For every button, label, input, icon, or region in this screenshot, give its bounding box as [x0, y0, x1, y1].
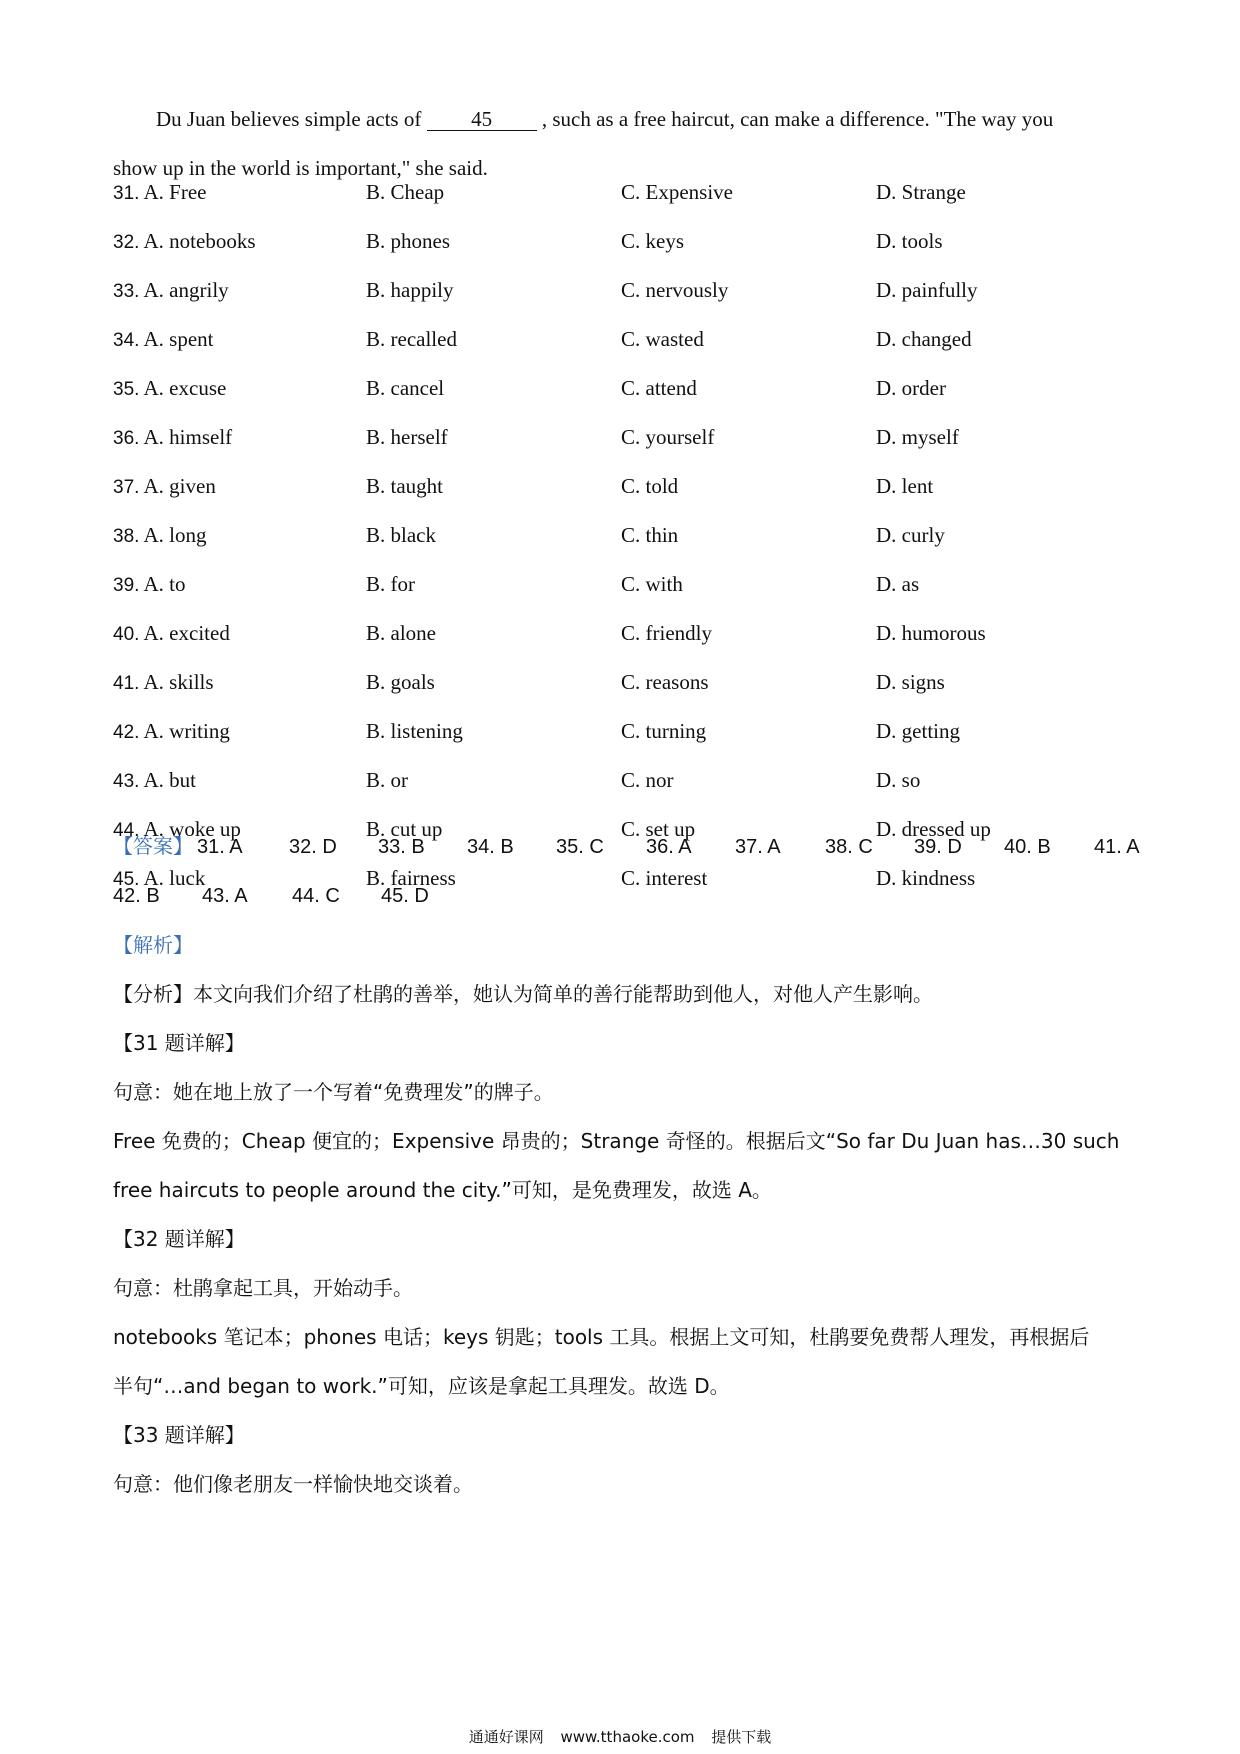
option-row — [113, 707, 1143, 756]
option-d: D. as — [876, 572, 920, 596]
q31-explanation-line-2: free haircuts to people around the city.”可知，是免费理发，故选 A。 — [113, 1178, 772, 1202]
option-text: A. luck — [143, 866, 206, 890]
question-number: 36. — [113, 428, 140, 449]
option-d: D. humorous — [876, 621, 986, 645]
option-d: D. myself — [876, 425, 959, 449]
footer-site-name: 通通好课网 — [468, 1728, 544, 1746]
question-number: 37. — [113, 477, 140, 498]
option-text: A. long — [143, 523, 207, 547]
option-b: B. or — [366, 768, 408, 792]
answer-item: 39. D — [914, 836, 962, 858]
option-row — [113, 511, 1143, 560]
answer-row-1 — [113, 823, 1143, 872]
option-b: B. cancel — [366, 376, 445, 400]
option-b: B. goals — [366, 670, 435, 694]
option-row — [113, 462, 1143, 511]
option-b: B. happily — [366, 278, 454, 302]
passage-line-1 — [156, 95, 1053, 144]
option-c: C. attend — [621, 376, 697, 400]
option-a — [113, 511, 207, 561]
option-a — [113, 168, 207, 218]
option-b: B. alone — [366, 621, 436, 645]
option-a — [113, 756, 196, 806]
option-b: B. black — [366, 523, 436, 547]
q31-title: 【31 题详解】 — [113, 1031, 245, 1055]
analysis-label: 【解析】 — [113, 933, 193, 957]
option-text: A. writing — [143, 719, 230, 743]
option-d: D. painfully — [876, 278, 978, 302]
option-row — [113, 756, 1143, 805]
option-c: C. wasted — [621, 327, 704, 351]
answer-item: 35. C — [556, 836, 604, 858]
passage-text-after-blank: , such as a free haircut, can make a difference. "The way you — [541, 107, 1054, 131]
option-d: D. kindness — [876, 866, 976, 890]
option-c: C. nor — [621, 768, 674, 792]
answer-item: 40. B — [1004, 836, 1051, 858]
option-a — [113, 560, 186, 610]
option-row — [113, 560, 1143, 609]
option-text: A. but — [143, 768, 197, 792]
question-number: 31. — [113, 183, 140, 204]
option-d: D. getting — [876, 719, 960, 743]
question-number: 43. — [113, 771, 140, 792]
option-text: A. spent — [143, 327, 214, 351]
option-row — [113, 168, 1143, 217]
question-number: 41. — [113, 673, 140, 694]
passage-text-before-blank: Du Juan believes simple acts of — [156, 107, 422, 131]
question-number: 42. — [113, 722, 140, 743]
option-text: A. skills — [143, 670, 214, 694]
answer-item: 43. A — [202, 885, 248, 907]
option-c: C. told — [621, 474, 679, 498]
answer-item: 44. C — [292, 885, 340, 907]
answer-item: 34. B — [467, 836, 514, 858]
option-c: C. thin — [621, 523, 679, 547]
option-text: A. himself — [143, 425, 233, 449]
answer-item: 32. D — [289, 836, 337, 858]
q31-explanation-line-1: Free 免费的；Cheap 便宜的；Expensive 昂贵的；Strange 奇怪的。根据后文“So far Du Juan has…30 such — [113, 1129, 1120, 1153]
question-number: 33. — [113, 281, 140, 302]
question-number: 44. — [113, 820, 140, 841]
footer-note: 提供下载 — [711, 1728, 772, 1746]
option-text: A. excuse — [143, 376, 227, 400]
question-number: 45. — [113, 869, 140, 890]
option-a — [113, 609, 230, 659]
answer-item: 45. D — [381, 885, 429, 907]
option-d: D. curly — [876, 523, 945, 547]
option-c: C. Expensive — [621, 180, 733, 204]
option-d: D. order — [876, 376, 946, 400]
answer-row-2 — [113, 872, 713, 921]
option-row — [113, 364, 1143, 413]
option-row — [113, 413, 1143, 462]
option-d: D. changed — [876, 327, 972, 351]
answer-item: 31. A — [197, 836, 243, 858]
option-d: D. dressed up — [876, 817, 991, 841]
option-b: B. cut up — [366, 817, 443, 841]
option-text: A. Free — [143, 180, 207, 204]
answer-item: 38. C — [825, 836, 873, 858]
answer-item: 36. A — [646, 836, 692, 858]
option-text: A. notebooks — [143, 229, 256, 253]
option-d: D. lent — [876, 474, 934, 498]
analysis-summary: 【分析】本文向我们介绍了杜鹃的善举，她认为简单的善行能帮助到他人，对他人产生影响。 — [113, 982, 933, 1006]
option-a — [113, 462, 216, 512]
question-number: 40. — [113, 624, 140, 645]
option-text: A. excited — [143, 621, 230, 645]
question-number: 39. — [113, 575, 140, 596]
option-b: B. listening — [366, 719, 463, 743]
question-number: 34. — [113, 330, 140, 351]
q32-title: 【32 题详解】 — [113, 1227, 245, 1251]
option-a — [113, 413, 232, 463]
q31-meaning: 句意：她在地上放了一个写着“免费理发”的牌子。 — [113, 1080, 554, 1104]
option-c: C. with — [621, 572, 683, 596]
option-a — [113, 658, 214, 708]
footer-url[interactable]: www.tthaoke.com — [560, 1728, 695, 1746]
question-number: 35. — [113, 379, 140, 400]
option-row — [113, 217, 1143, 266]
q32-explanation-line-2: 半句“…and began to work.”可知，应该是拿起工具理发。故选 D。 — [113, 1374, 730, 1398]
option-row — [113, 315, 1143, 364]
option-a — [113, 364, 226, 414]
option-c: C. friendly — [621, 621, 712, 645]
option-c: C. reasons — [621, 670, 709, 694]
option-text: A. woke up — [143, 817, 241, 841]
option-a — [113, 217, 256, 267]
q33-meaning: 句意：他们像老朋友一样愉快地交谈着。 — [113, 1472, 473, 1496]
option-b: B. Cheap — [366, 180, 445, 204]
option-b: B. taught — [366, 474, 443, 498]
option-c: C. interest — [621, 866, 708, 890]
option-c: C. keys — [621, 229, 684, 253]
page-footer — [0, 1726, 1240, 1747]
question-number: 38. — [113, 526, 140, 547]
option-row — [113, 609, 1143, 658]
option-row — [113, 658, 1143, 707]
option-c: C. yourself — [621, 425, 715, 449]
option-d: D. signs — [876, 670, 945, 694]
answer-label: 【答案】 — [113, 836, 193, 858]
option-text: A. given — [143, 474, 216, 498]
option-row — [113, 266, 1143, 315]
answer-blank: 45 — [427, 108, 537, 131]
option-d: D. Strange — [876, 180, 966, 204]
option-d: D. tools — [876, 229, 943, 253]
q32-explanation-line-1: notebooks 笔记本；phones 电话；keys 钥匙；tools 工具。根据上文可知，杜鹃要免费帮人理发，再根据后 — [113, 1325, 1090, 1349]
answer-item: 42. B — [113, 885, 160, 907]
option-c: C. turning — [621, 719, 707, 743]
option-c: C. nervously — [621, 278, 729, 302]
answer-item: 37. A — [735, 836, 781, 858]
option-text: A. angrily — [143, 278, 229, 302]
question-number: 32. — [113, 232, 140, 253]
passage-line-2: show up in the world is important," she said. — [113, 156, 488, 180]
option-b: B. phones — [366, 229, 450, 253]
option-a — [113, 266, 229, 316]
q33-title: 【33 题详解】 — [113, 1423, 245, 1447]
option-b: B. fairness — [366, 866, 456, 890]
option-c: C. set up — [621, 817, 696, 841]
option-a — [113, 707, 230, 757]
answer-item: 33. B — [378, 836, 425, 858]
answer-item: 41. A — [1094, 836, 1140, 858]
option-b: B. herself — [366, 425, 448, 449]
option-b: B. for — [366, 572, 415, 596]
option-text: A. to — [143, 572, 186, 596]
q32-meaning: 句意：杜鹃拿起工具，开始动手。 — [113, 1276, 413, 1300]
option-b: B. recalled — [366, 327, 457, 351]
option-d: D. so — [876, 768, 921, 792]
option-a — [113, 315, 214, 365]
